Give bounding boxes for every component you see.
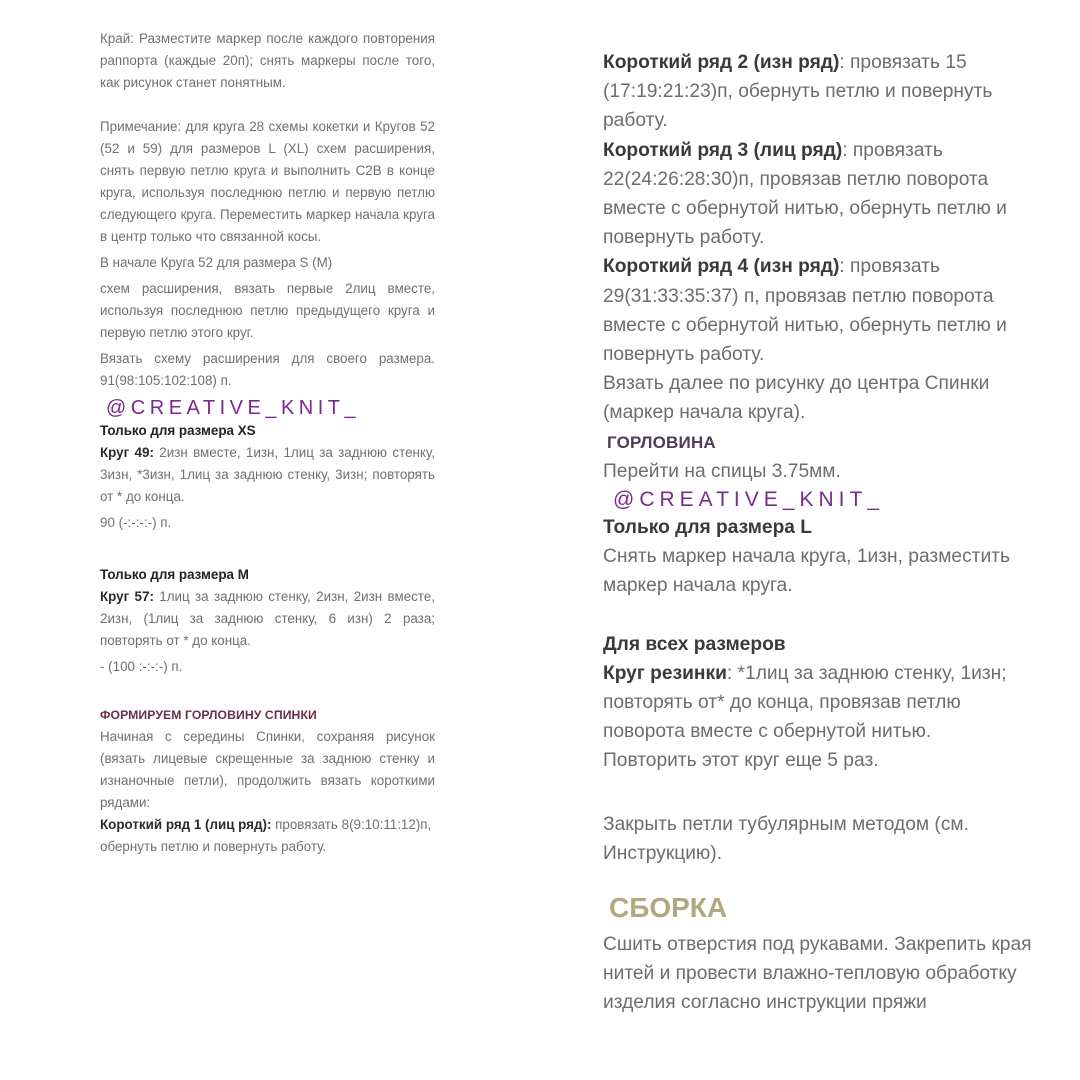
assembly-text: Сшить отверстия под рукавами. Закрепить края нитей и провести влажно-тепловую обработку изделия согласно инструкции пряжи <box>603 934 1032 1014</box>
xs-round-49 <box>100 442 435 508</box>
assembly-heading: СБОРКА <box>609 892 728 924</box>
short-row-4-text: : провязать 29(31:33:35:37) п, провязав петлю поворота вместе с обернутой нитью, обернуть петлю и повернуть работу. <box>603 256 1007 366</box>
rib-round <box>603 659 1043 747</box>
rib-round-text: : *1лиц за заднюю стенку, 1изн; повторять от* до конца, провязав петлю поворота вместе с обернутой нитью. <box>603 662 1007 743</box>
repeat-text: Повторить этот круг еще 5 раз. <box>603 750 879 772</box>
short-row-4-label: Короткий ряд 4 (изн ряд) <box>603 256 840 278</box>
left-column <box>100 28 435 858</box>
back-neck-text: Начиная с середины Спинки, сохраняя рисунок (вязать лицевые скрещенные за заднюю стенку и изнаночные петли), продолжить вязать короткими рядами: <box>100 729 435 810</box>
knit-scheme-text: Вязать схему расширения для своего размера. 91(98:105:102:108) п. <box>100 351 435 388</box>
round52-body: схем расширения, вязать первые 2лиц вместе, используя последнюю петлю предыдущего круга и первую петлю этого круг. <box>100 281 435 340</box>
m-round-57 <box>100 586 435 652</box>
back-neck-heading: ФОРМИРУЕМ ГОРЛОВИНУ СПИНКИ <box>100 708 317 722</box>
short-row-3 <box>603 136 1043 253</box>
short-row-1-label: Короткий ряд 1 (лиц ряд): <box>100 817 272 832</box>
note-paragraph: Примечание: для круга 28 схемы кокетки и Кругов 52 (52 и 59) для размеров L (XL) схем расширения, снять первую петлю круга и выполнить C2B в конце круга, используя последнюю петлю и первую петлю следующего круга. Переместить маркер начала круга в центр только что связанной косы. <box>100 119 435 244</box>
xs-heading: Только для размера XS <box>100 423 256 438</box>
short-row-1 <box>100 814 435 858</box>
watermark: @CREATIVE_KNIT_ <box>106 397 361 419</box>
short-row-1-text: провязать 8(9:10:11:12)п, обернуть петлю и повернуть работу. <box>100 817 432 854</box>
short-row-3-label: Короткий ряд 3 (лиц ряд) <box>603 139 843 161</box>
edge-note: Край: Разместите маркер после каждого повторения раппорта (каждые 20п); снять маркеры после того, как рисунок станет понятным. <box>100 31 435 90</box>
m-heading: Только для размера M <box>100 567 249 582</box>
all-sizes-heading-label: Для всех размеров <box>603 633 786 655</box>
size-l-text: Снять маркер начала круга, 1изн, разместить маркер начала круга. <box>603 546 1010 597</box>
short-row-2-text: : провязать 15 (17:19:21:23)п, обернуть петлю и повернуть работу. <box>603 52 993 132</box>
xs-round-label: Круг 49: <box>100 445 154 460</box>
page-bottom-edge <box>600 1066 1040 1080</box>
size-l-heading <box>603 513 1043 542</box>
m-round-label: Круг 57: <box>100 589 154 604</box>
m-round-text: 1лиц за заднюю стенку, 2изн, 2изн вместе, 2изн, (1лиц за заднюю стенку, 6 изн) 2 раза; повторять от * до конца. <box>100 589 435 648</box>
short-row-2-label: Короткий ряд 2 (изн ряд) <box>603 52 840 73</box>
short-row-2 <box>603 48 1043 136</box>
size-l-heading-label: Только для размера L <box>603 517 813 539</box>
bind-off-text: Закрыть петли тубулярным методом (см. Инструкцию). <box>603 813 969 864</box>
right-column <box>603 48 1043 1018</box>
neck-heading: ГОРЛОВИНА <box>607 432 716 452</box>
rib-round-label: Круг резинки <box>603 662 727 684</box>
short-row-4 <box>603 252 1043 369</box>
xs-stitch-count: 90 (-:-:-:-) п. <box>100 515 172 530</box>
short-row-3-text: : провязать 22(24:26:28:30)п, провязав петлю поворота вместе с обернутой нитью, обернуть петлю и повернуть работу. <box>603 139 1007 249</box>
continue-text: Вязать далее по рисунку до центра Спинки (маркер начала круга). <box>603 373 990 424</box>
all-sizes-heading <box>603 630 1043 659</box>
xs-round-text: 2изн вместе, 1изн, 1лиц за заднюю стенку, 3изн, *3изн, 1лиц за заднюю стенку, 3изн; повторять от * до конца. <box>100 445 435 504</box>
watermark: @CREATIVE_KNIT_ <box>613 488 884 512</box>
needles-text: Перейти на спицы 3.75мм. <box>603 460 841 482</box>
m-stitch-count: - (100 :-:-:-) п. <box>100 659 183 674</box>
round52-intro: В начале Круга 52 для размера S (M) <box>100 255 333 270</box>
